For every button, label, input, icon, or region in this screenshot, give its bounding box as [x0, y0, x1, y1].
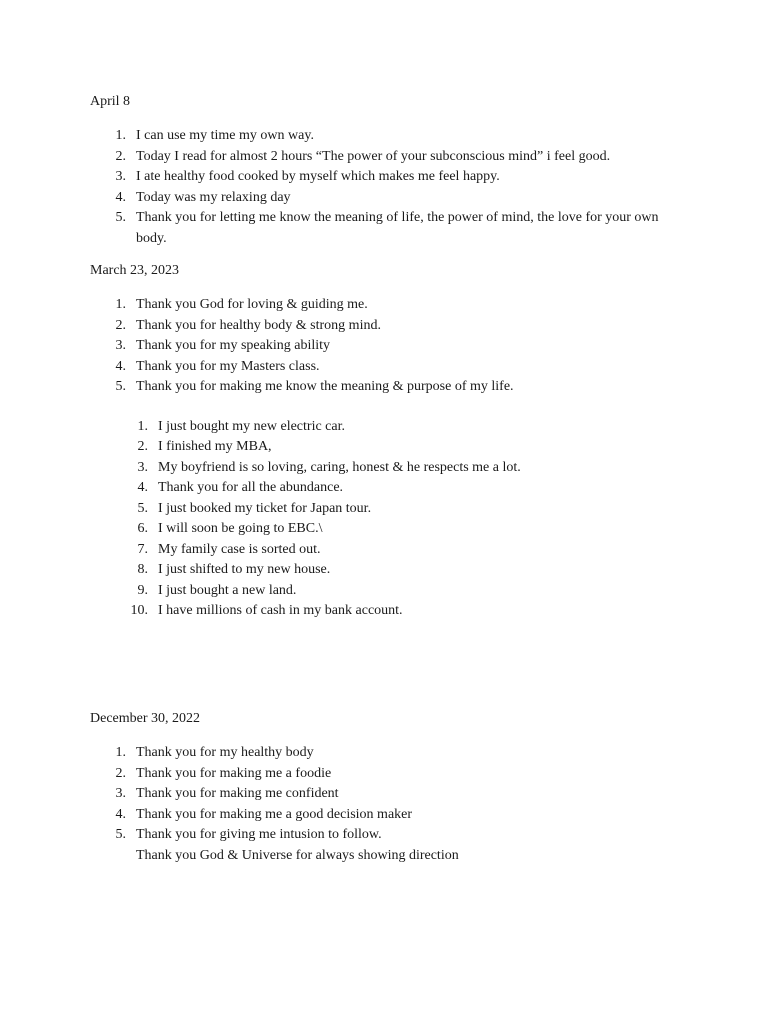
list-item	[90, 540, 690, 561]
item-number: 4.	[115, 806, 126, 822]
entry-date: April 8	[90, 94, 131, 109]
item-text: Thank you for making me know the meaning & purpose of my life.	[136, 379, 514, 394]
item-number: 1.	[115, 297, 126, 312]
item-text: I ate healthy food cooked by myself which makes me feel happy.	[136, 169, 500, 184]
item-text: I just booked my ticket for Japan tour.	[158, 500, 372, 516]
item-number: 1.	[137, 418, 148, 434]
item-number: 10.	[130, 603, 148, 618]
list-item	[90, 601, 690, 622]
item-number: 5.	[137, 500, 148, 516]
list-item	[90, 825, 690, 846]
item-number: 5.	[115, 210, 126, 225]
list-item	[90, 458, 690, 479]
entry-april-8	[90, 92, 690, 249]
item-number: 3.	[115, 786, 126, 801]
gratitude-list	[90, 743, 690, 846]
item-text: Thank you God for loving & guiding me.	[136, 297, 368, 312]
list-item	[90, 764, 690, 785]
list-item	[90, 126, 690, 147]
item-text: I just shifted to my new house.	[158, 562, 331, 577]
item-text: Thank you for my Masters class.	[136, 358, 320, 374]
list-item	[90, 295, 690, 316]
list-item	[90, 147, 690, 168]
closing-line: Thank you God & Universe for always showing direction	[136, 847, 459, 863]
entry-date: December 30, 2022	[90, 711, 201, 726]
item-text: I finished my MBA,	[158, 439, 272, 454]
list-item	[90, 478, 690, 499]
item-text: I just bought my new electric car.	[158, 418, 345, 434]
item-number: 5.	[115, 827, 126, 842]
entry-date: March 23, 2023	[90, 263, 180, 278]
item-text: Today was my relaxing day	[136, 189, 291, 205]
list-item	[90, 357, 690, 378]
gratitude-list	[90, 126, 690, 249]
list-item	[90, 188, 690, 209]
item-text: Today I read for almost 2 hours “The power of your subconscious mind” i feel good.	[136, 148, 611, 164]
list-item	[90, 417, 690, 438]
item-text: My family case is sorted out.	[158, 541, 321, 557]
item-text: Thank you for making me a foodie	[136, 765, 332, 781]
item-number: 3.	[115, 338, 126, 353]
item-number: 7.	[137, 541, 148, 557]
item-number: 5.	[115, 379, 126, 394]
gratitude-list	[90, 295, 690, 398]
item-text: Thank you for making me confident	[136, 786, 339, 801]
item-text: Thank you for letting me know the meaning of life, the power of mind, the love for your own body.	[136, 210, 659, 246]
item-number: 9.	[137, 582, 148, 598]
list-item	[90, 437, 690, 458]
item-number: 4.	[115, 358, 126, 374]
list-item	[90, 805, 690, 826]
item-text: I just bought a new land.	[158, 582, 297, 598]
item-text: I will soon be going to EBC.\	[158, 521, 323, 536]
item-number: 4.	[137, 480, 148, 495]
list-item	[90, 784, 690, 805]
entry-march-23-2023	[90, 261, 690, 622]
list-item	[90, 167, 690, 188]
item-number: 2.	[115, 765, 126, 781]
item-number: 8.	[137, 562, 148, 577]
item-text: Thank you for making me a good decision maker	[136, 806, 413, 822]
item-text: Thank you for my healthy body	[136, 745, 314, 760]
item-number: 1.	[115, 128, 126, 143]
item-number: 2.	[115, 317, 126, 333]
item-text: Thank you for giving me intusion to follow.	[136, 827, 382, 842]
item-text: I can use my time my own way.	[136, 128, 314, 143]
item-number: 1.	[115, 745, 126, 760]
item-number: 3.	[115, 169, 126, 184]
list-item	[90, 336, 690, 357]
list-item	[90, 499, 690, 520]
affirmation-list	[90, 417, 690, 622]
entry-december-30-2022	[90, 709, 690, 866]
item-number: 2.	[115, 148, 126, 164]
item-text: My boyfriend is so loving, caring, honest & he respects me a lot.	[158, 459, 521, 475]
item-number: 2.	[137, 439, 148, 454]
item-text: Thank you for my speaking ability	[136, 338, 331, 353]
item-text: Thank you for all the abundance.	[158, 480, 344, 495]
item-text: Thank you for healthy body & strong mind.	[136, 317, 381, 333]
item-number: 4.	[115, 189, 126, 205]
list-item	[90, 377, 690, 398]
list-item	[90, 581, 690, 602]
item-text: I have millions of cash in my bank account.	[158, 603, 403, 618]
list-item	[90, 560, 690, 581]
item-number: 3.	[137, 459, 148, 475]
list-item	[90, 316, 690, 337]
list-item	[90, 743, 690, 764]
item-number: 6.	[137, 521, 148, 536]
list-item	[90, 519, 690, 540]
list-item	[90, 208, 690, 249]
